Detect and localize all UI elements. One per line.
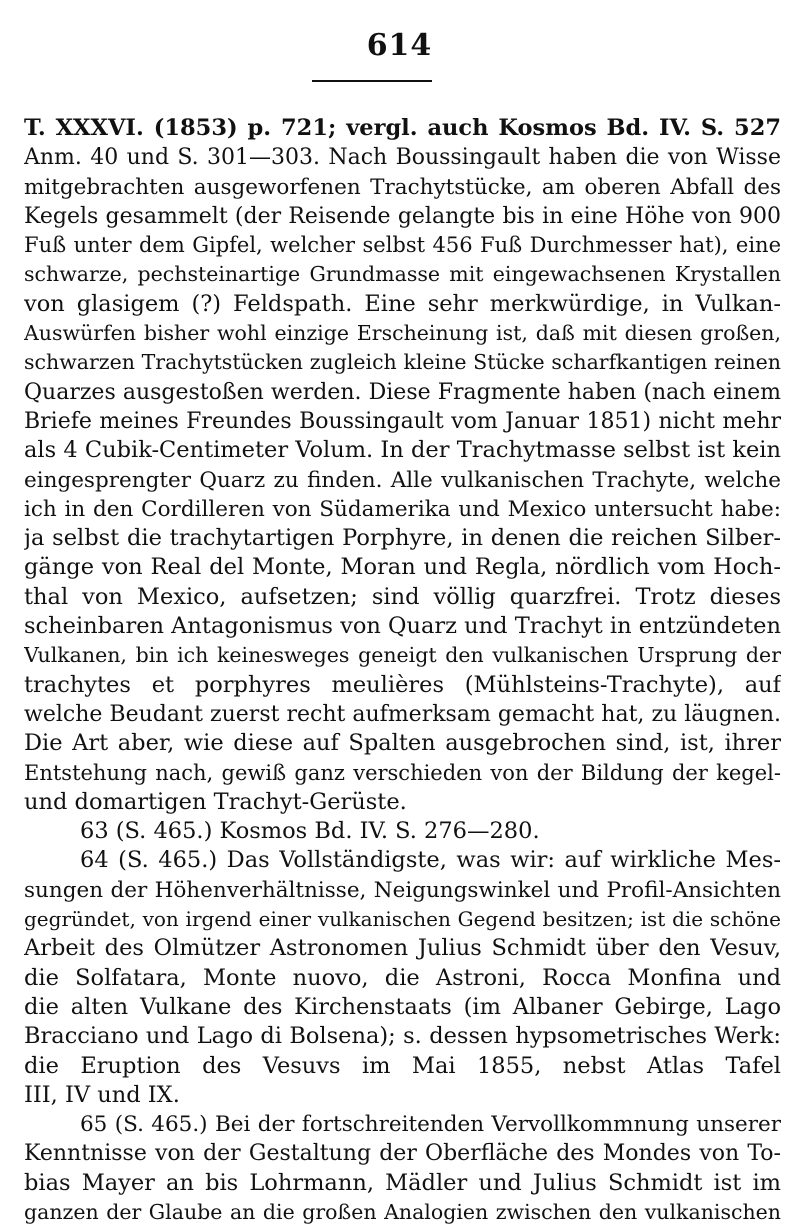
text-line: die Solfatara, Monte nuovo, die Astroni, Rocca Monfina und bbox=[24, 964, 781, 991]
text-line: ja selbst die trachytartigen Porphyre, in denen die reichen Silber- bbox=[24, 525, 781, 552]
text-line: ganzen der Glaube an die großen Analogien zwischen den vulkanischen bbox=[24, 1199, 781, 1224]
text-line: gänge von Real del Monte, Moran und Regla, nördlich vom Hoch- bbox=[24, 554, 781, 581]
text-line: Die Art aber, wie diese auf Spalten ausgebrochen sind, ist, ihrer bbox=[24, 730, 781, 757]
header-rule bbox=[312, 80, 432, 82]
text-line: Briefe meines Freundes Boussingault vom Januar 1851) nicht mehr bbox=[24, 408, 781, 434]
text-line: Vulkanen, bin ich keinesweges geneigt den vulkanischen Ursprung der bbox=[24, 643, 781, 668]
text-line: Anm. 40 und S. 301—303. Nach Boussingault haben die von Wisse bbox=[24, 145, 781, 171]
text-line: trachytes et porphyres meulières (Mühlsteins-Trachyte), auf bbox=[24, 671, 781, 698]
text-line: gegründet, von irgend einer vulkanischen Gegend besitzen; ist die schöne bbox=[24, 907, 781, 932]
text-line: bias Mayer an bis Lohrmann, Mädler und Julius Schmidt ist im bbox=[24, 1169, 781, 1196]
text-line: thal von Mexico, aufsetzen; sind völlig quarzfrei. Trotz dieses bbox=[24, 583, 781, 610]
text-line: schwarze, pechsteinartige Grundmasse mit eingewachsenen Krystallen bbox=[24, 262, 781, 287]
page-number: 614 bbox=[366, 28, 433, 63]
text-line: von glasigem (?) Feldspath. Eine sehr merkwürdige, in Vulkan- bbox=[24, 290, 781, 317]
text-line: T. XXXVI. (1853) p. 721; vergl. auch Kosmos Bd. IV. S. 527 bbox=[24, 115, 781, 141]
text-line: scheinbaren Antagonismus von Quarz und Trachyt in entzündeten bbox=[24, 613, 781, 640]
footnote-65: 65 (S. 465.) Bei der fortschreitenden Vervollkommnung unserer bbox=[80, 1112, 781, 1138]
text-line: Kegels gesammelt (der Reisende gelangte bis in eine Höhe von 900 bbox=[24, 203, 781, 229]
text-line: Quarzes ausgestoßen werden. Diese Fragmente haben (nach einem bbox=[24, 379, 781, 405]
footnote-64: 64 (S. 465.) Das Vollständigste, was wir: auf wirkliche Mes- bbox=[80, 847, 781, 874]
text-line: als 4 Cubik-Centimeter Volum. In der Trachytmasse selbst ist kein bbox=[24, 437, 781, 464]
text-line: Bracciano und Lago di Bolsena); s. dessen hypsometrisches Werk: bbox=[24, 1023, 781, 1050]
body-text bbox=[24, 114, 781, 1227]
text-line: Kenntnisse von der Gestaltung der Oberfläche des Mondes von To- bbox=[24, 1141, 781, 1167]
text-line: Arbeit des Olmützer Astronomen Julius Schmidt über den Vesuv, bbox=[24, 935, 781, 962]
text-line: ich in den Cordilleren von Südamerika und Mexico untersucht habe: bbox=[24, 496, 781, 522]
text-line: Fuß unter dem Gipfel, welcher selbst 456 Fuß Durchmesser hat), eine bbox=[24, 233, 781, 258]
text-line: sungen der Höhenverhältnisse, Neigungswinkel und Profil-Ansichten bbox=[24, 877, 781, 903]
text-line: Auswürfen bisher wohl einzige Erscheinung ist, daß mit diesen großen, bbox=[24, 321, 781, 346]
text-line: und domartigen Trachyt-Gerüste. bbox=[24, 788, 407, 815]
text-line: welche Beudant zuerst recht aufmerksam gemacht hat, zu läugnen. bbox=[24, 701, 781, 727]
text-line: eingesprengter Quarz zu finden. Alle vulkanischen Trachyte, welche bbox=[24, 467, 781, 493]
footnote-63: 63 (S. 465.) Kosmos Bd. IV. S. 276—280. bbox=[80, 818, 540, 845]
text-line: III, IV und IX. bbox=[24, 1081, 180, 1108]
text-line: mitgebrachten ausgeworfenen Trachytstücke, am oberen Abfall des bbox=[24, 174, 781, 200]
text-line: Entstehung nach, gewiß ganz verschieden von der Bildung der kegel- bbox=[24, 760, 781, 785]
text-line: die Eruption des Vesuvs im Mai 1855, nebst Atlas Tafel bbox=[24, 1052, 781, 1079]
text-line: die alten Vulkane des Kirchenstaats (im Albaner Gebirge, Lago bbox=[24, 993, 781, 1020]
text-line: schwarzen Trachytstücken zugleich kleine Stücke scharfkantigen reinen bbox=[24, 350, 781, 375]
